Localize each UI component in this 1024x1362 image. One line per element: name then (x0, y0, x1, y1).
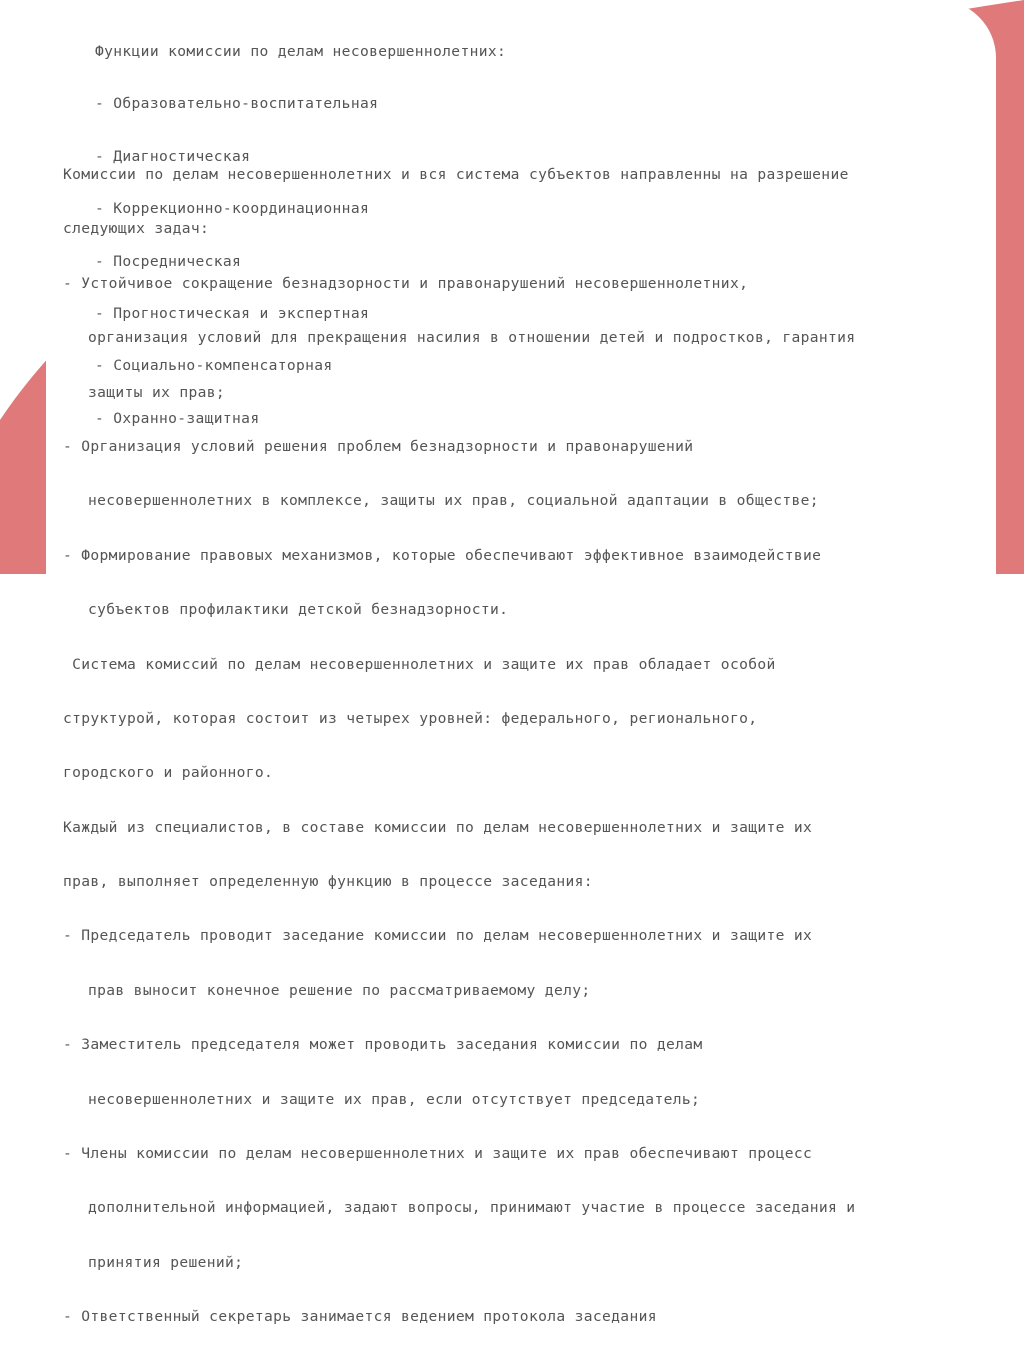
list-item-line: - Организация условий решения проблем безнадзорности и правонарушений (63, 437, 694, 455)
list-item-line: - Заместитель председателя может проводить заседания комиссии по делам (63, 1036, 703, 1054)
function-item: - Социально-компенсаторная (95, 357, 333, 375)
list-item-line: - Председатель проводит заседание комиссии по делам несовершеннолетних и защите их (63, 927, 813, 945)
paragraph-line: следующих задач: (63, 220, 210, 238)
function-item: - Охранно-защитная (95, 409, 260, 427)
list-item-line: - Устойчивое сокращение безнадзорности и правонарушений несовершеннолетних, (63, 274, 749, 292)
function-item: - Коррекционно-координационная (95, 200, 370, 218)
list-item-line: - Члены комиссии по делам несовершеннолетних и защите их прав обеспечивают процесс (63, 1145, 813, 1163)
functions-heading: Функции комиссии по делам несовершеннолетних: (95, 43, 507, 60)
list-item-line: - Ответственный секретарь занимается ведением протокола заседания (63, 1308, 657, 1326)
paragraph-line: Система комиссий по делам несовершеннолетних и защите их прав обладает особой (63, 655, 776, 673)
list-item-line: защиты их прав; (88, 383, 226, 401)
list-item-line: дополнительной информацией, задают вопросы, принимают участие в процессе заседания и (88, 1199, 856, 1217)
list-item-line: организация условий для прекращения насилия в отношении детей и подростков, гарантия (88, 329, 856, 347)
function-item: - Прогностическая и экспертная (95, 304, 370, 322)
list-item-line: - Формирование правовых механизмов, которые обеспечивают эффективное взаимодействие (63, 546, 822, 564)
function-item: - Посредническая (95, 252, 242, 270)
paragraph-line: городского и районного. (63, 764, 274, 782)
function-item: - Диагностическая (95, 147, 251, 165)
list-item-line: несовершеннолетних и защите их прав, если отсутствует председатель; (88, 1090, 701, 1108)
paragraph-line: Комиссии по делам несовершеннолетних и вся система субъектов направленны на разрешение (63, 166, 849, 183)
main-text (63, 131, 855, 1362)
list-item-line: прав выносит конечное решение по рассматриваемому делу; (88, 981, 591, 999)
list-item-line: субъектов профилактики детской безнадзорности. (88, 601, 509, 619)
list-item-line: несовершеннолетних в комплексе, защиты их прав, социальной адаптации в обществе; (88, 492, 819, 510)
list-item-line: принятия решений; (88, 1253, 244, 1271)
function-item: - Образовательно-воспитательная (95, 95, 379, 113)
paragraph-line: Каждый из специалистов, в составе комиссии по делам несовершеннолетних и защите их (63, 818, 813, 836)
paragraph-line: прав, выполняет определенную функцию в процессе заседания: (63, 873, 593, 891)
paragraph-line: структурой, которая состоит из четырех уровней: федерального, регионального, (63, 709, 758, 727)
